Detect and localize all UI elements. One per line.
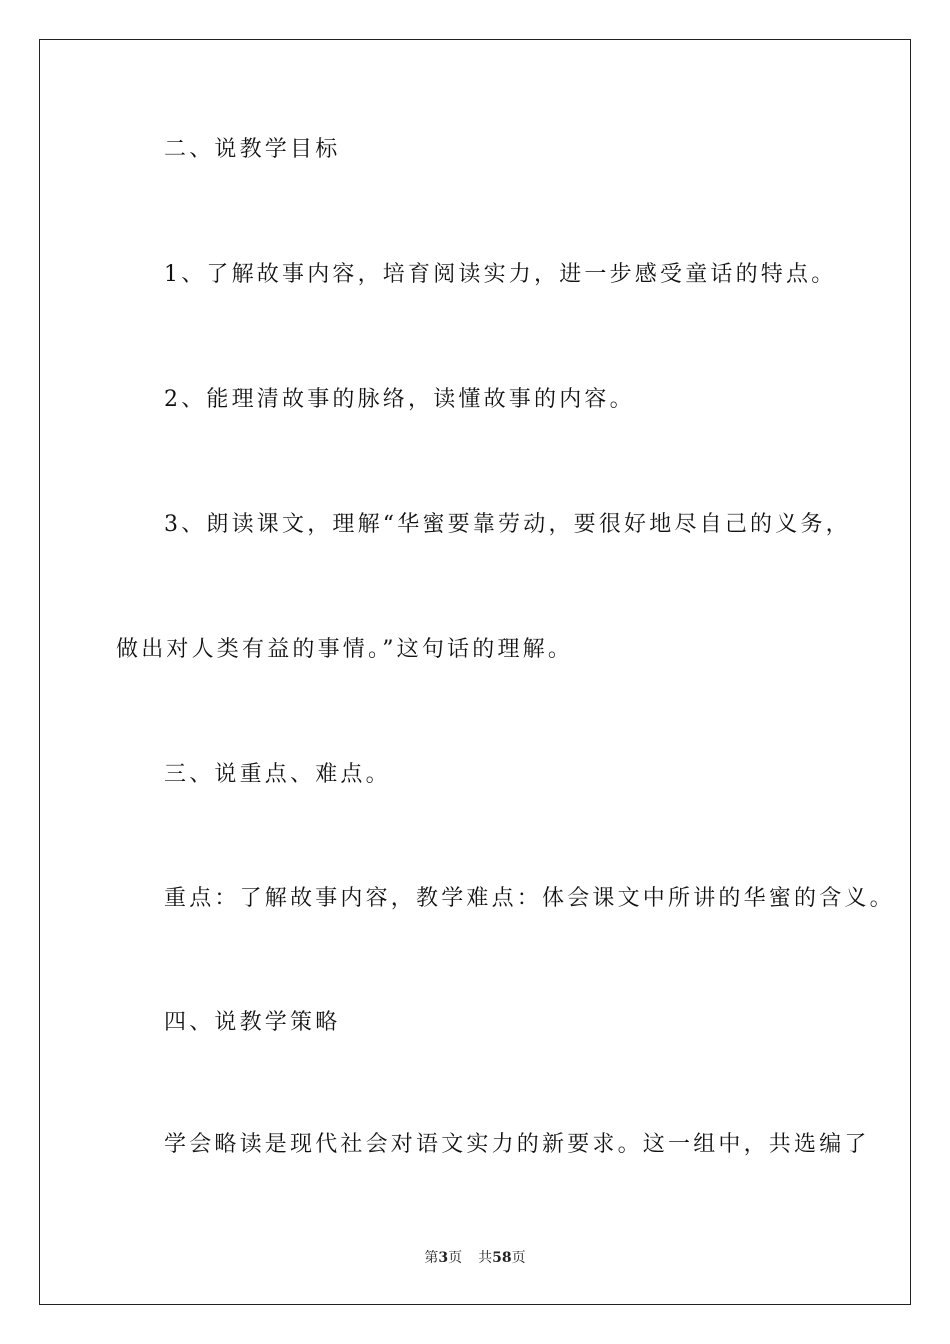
paragraph-goal-1: 1、了解故事内容，培育阅读实力，进一步感受童话的特点。 [164, 262, 837, 287]
section-heading-teaching-strategy: 四、说教学策略 [164, 1010, 341, 1035]
section-heading-key-points: 三、说重点、难点。 [164, 762, 391, 787]
section-heading-teaching-goals: 二、说教学目标 [164, 137, 341, 162]
paragraph-goal-3: 3、朗读课文，理解“华蜜要靠劳动，要很好地尽自己的义务， [164, 512, 851, 537]
paragraph-goal-2: 2、能理清故事的脉络，读懂故事的内容。 [164, 387, 635, 412]
page-border [39, 39, 911, 1305]
footer-page-prefix: 第 [424, 1250, 439, 1266]
paragraph-key-points: 重点：了解故事内容，教学难点：体会课文中所讲的华蜜的含义。 [164, 886, 895, 911]
paragraph-goal-3-continued: 做出对人类有益的事情。”这句话的理解。 [116, 637, 574, 662]
footer-total-pages: 58 [492, 1250, 512, 1266]
footer-total-suffix: 页 [511, 1250, 526, 1266]
footer-page-suffix: 页 [448, 1250, 463, 1266]
footer-page-number: 3 [438, 1250, 449, 1266]
paragraph-strategy: 学会略读是现代社会对语文实力的新要求。这一组中，共选编了 [164, 1132, 870, 1157]
footer-total-prefix: 共 [478, 1250, 493, 1266]
page-footer [0, 1249, 950, 1267]
